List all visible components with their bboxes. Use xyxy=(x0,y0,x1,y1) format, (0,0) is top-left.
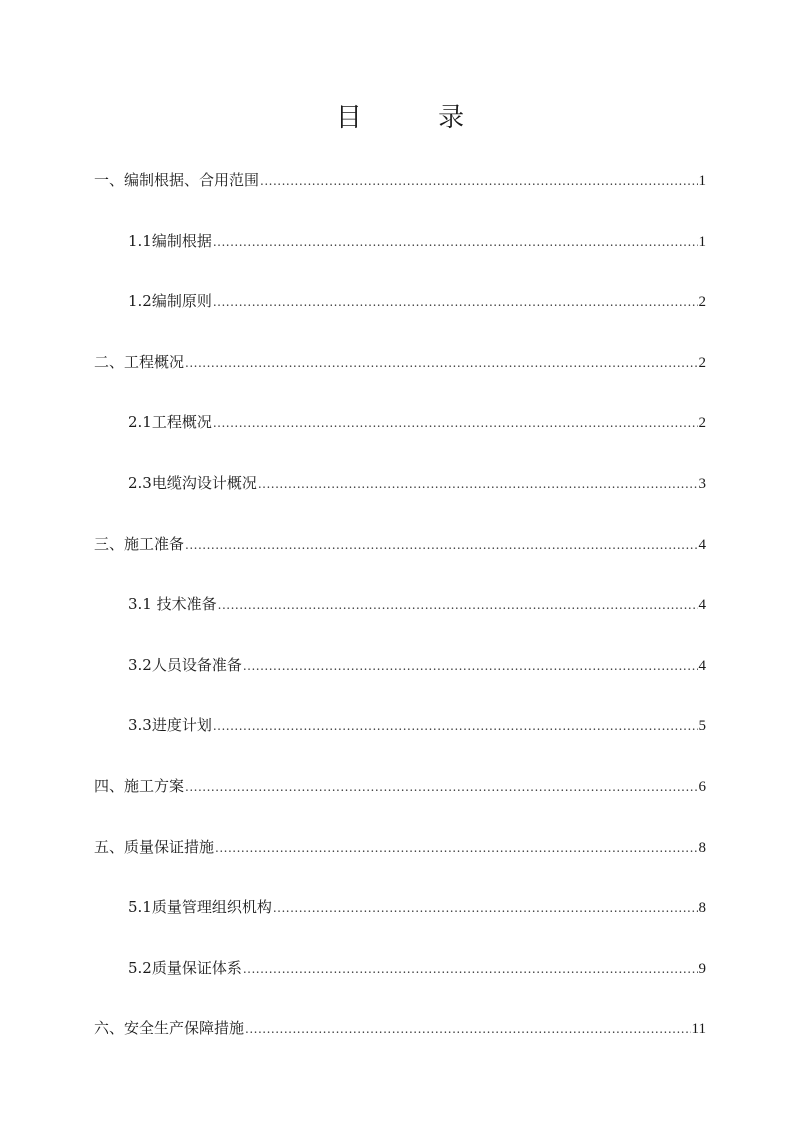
table-of-contents xyxy=(94,166,706,1075)
toc-entry-label: 一、编制根据、合用范围 xyxy=(94,171,260,189)
toc-entry-label: 1.2编制原则 xyxy=(128,292,212,311)
toc-dot-leader xyxy=(258,470,698,498)
toc-entry-label: 3.3进度计划 xyxy=(128,716,212,735)
toc-page-number: 3 xyxy=(698,475,706,492)
toc-page-number: 2 xyxy=(698,294,706,311)
toc-dot-leader xyxy=(273,894,698,922)
toc-entry[interactable] xyxy=(94,469,706,530)
toc-dot-leader xyxy=(245,1015,691,1043)
toc-entry-label: 三、施工准备 xyxy=(94,534,185,553)
toc-page-number: 4 xyxy=(698,657,706,674)
toc-dot-leader xyxy=(185,531,697,559)
toc-dot-leader xyxy=(185,349,697,377)
toc-entry-label: 五、质量保证措施 xyxy=(94,837,215,856)
toc-dot-leader xyxy=(260,167,697,195)
toc-entry-label: 5.1质量管理组织机构 xyxy=(128,898,272,917)
toc-page-number: 8 xyxy=(698,900,706,917)
toc-entry[interactable] xyxy=(94,711,706,772)
toc-page-number: 6 xyxy=(698,778,706,795)
toc-entry[interactable] xyxy=(94,772,706,833)
toc-page-number: 9 xyxy=(698,960,706,977)
toc-page-number: 8 xyxy=(698,839,706,856)
toc-entry-label: 5.2质量保证体系 xyxy=(128,958,242,977)
toc-dot-leader xyxy=(215,834,697,862)
toc-entry-label: 六、安全生产保障措施 xyxy=(94,1019,245,1038)
toc-entry[interactable] xyxy=(94,348,706,409)
toc-entry-label: 1.1编制根据 xyxy=(128,231,212,250)
toc-dot-leader xyxy=(218,591,698,619)
toc-entry-label: 3.1 技术准备 xyxy=(128,595,217,614)
toc-entry[interactable] xyxy=(94,651,706,712)
toc-entry-label: 二、工程概况 xyxy=(94,352,185,371)
page-title: 目 录 xyxy=(335,103,499,133)
toc-entry[interactable] xyxy=(94,833,706,894)
toc-entry-label: 2.3电缆沟设计概况 xyxy=(128,473,257,492)
toc-page-number: 2 xyxy=(698,354,706,371)
toc-entry[interactable] xyxy=(94,893,706,954)
toc-entry[interactable] xyxy=(94,166,706,227)
toc-entry-label: 2.1工程概况 xyxy=(128,413,212,432)
toc-entry[interactable] xyxy=(94,1014,706,1075)
toc-page-number: 11 xyxy=(691,1021,706,1038)
toc-entry[interactable] xyxy=(94,954,706,1015)
toc-dot-leader xyxy=(243,652,698,680)
toc-dot-leader xyxy=(185,773,697,801)
toc-dot-leader xyxy=(213,712,698,740)
toc-entry[interactable] xyxy=(94,287,706,348)
toc-page-number: 2 xyxy=(698,415,706,432)
toc-page-number: 1 xyxy=(698,173,706,189)
toc-entry-label: 四、施工方案 xyxy=(94,776,185,795)
toc-entry[interactable] xyxy=(94,227,706,288)
toc-page-number: 1 xyxy=(698,233,706,250)
toc-page-number: 5 xyxy=(698,718,706,735)
toc-entry[interactable] xyxy=(94,530,706,591)
toc-entry[interactable] xyxy=(94,590,706,651)
toc-dot-leader xyxy=(213,228,698,256)
toc-entry-label: 3.2人员设备准备 xyxy=(128,655,242,674)
toc-page-number: 4 xyxy=(698,536,706,553)
toc-dot-leader xyxy=(213,288,698,316)
toc-dot-leader xyxy=(213,409,698,437)
toc-entry[interactable] xyxy=(94,408,706,469)
toc-dot-leader xyxy=(243,955,698,983)
toc-page-number: 4 xyxy=(698,597,706,614)
